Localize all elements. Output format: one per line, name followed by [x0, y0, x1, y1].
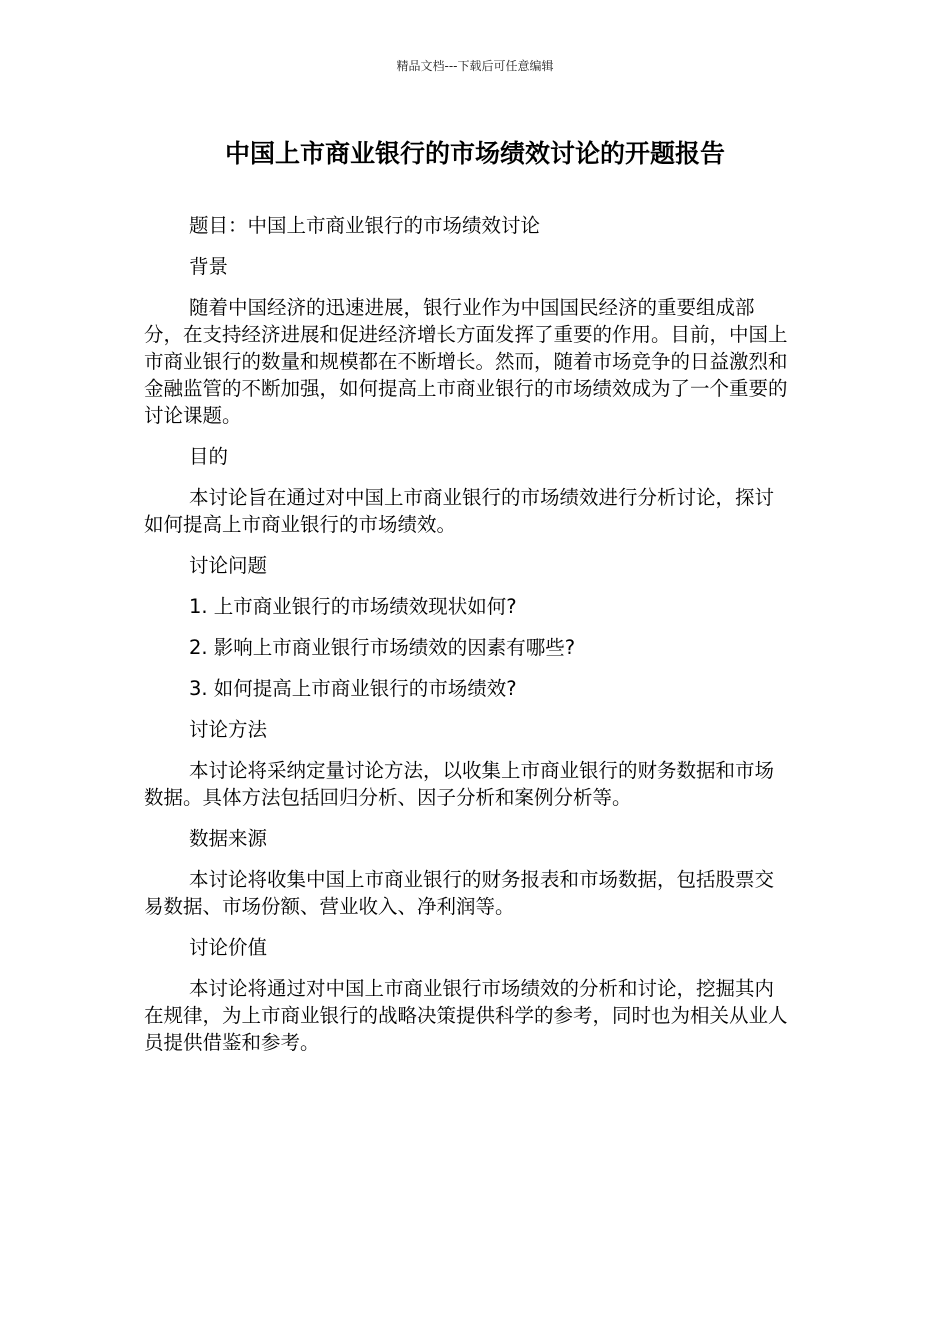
section-heading-data-sources: 数据来源 — [189, 827, 268, 850]
data-sources-paragraph: 本讨论将收集中国上市商业银行的财务报表和市场数据，包括股票交易数据、市场份额、营业收入、净利润等。 — [144, 868, 775, 918]
document-title: 中国上市商业银行的市场绩效讨论的开题报告 — [224, 139, 725, 168]
value-paragraph: 本讨论将通过对中国上市商业银行市场绩效的分析和讨论，挖掘其内在规律，为上市商业银行的战略决策提供科学的参考，同时也为相关从业人员提供借鉴和参考。 — [144, 977, 788, 1054]
section-heading-methods: 讨论方法 — [189, 718, 268, 741]
background-paragraph: 随着中国经济的迅速进展，银行业作为中国国民经济的重要组成部分，在支持经济进展和促进经济增长方面发挥了重要的作用。目前，中国上市商业银行的数量和规模都在不断增长。然而，随着市场竞争的日益激烈和金融监管的不断加强，如何提高上市商业银行的市场绩效成为了一个重要的讨论课题。 — [144, 296, 788, 427]
section-heading-purpose: 目的 — [189, 445, 229, 468]
question-item-3: 3. 如何提高上市商业银行的市场绩效? — [189, 677, 517, 700]
topic-line: 题目：中国上市商业银行的市场绩效讨论 — [189, 214, 541, 237]
document-body — [144, 212, 792, 1070]
question-item-2: 2. 影响上市商业银行市场绩效的因素有哪些? — [189, 636, 576, 659]
methods-paragraph: 本讨论将采纳定量讨论方法，以收集上市商业银行的财务数据和市场数据。具体方法包括回归分析、因子分析和案例分析等。 — [144, 759, 775, 809]
purpose-paragraph: 本讨论旨在通过对中国上市商业银行的市场绩效进行分析讨论，探讨如何提高上市商业银行的市场绩效。 — [144, 486, 775, 536]
section-heading-questions: 讨论问题 — [189, 554, 268, 577]
question-item-1: 1. 上市商业银行的市场绩效现状如何? — [189, 595, 517, 618]
running-header: 精品文档---下载后可任意编辑 — [396, 59, 554, 73]
section-heading-background: 背景 — [189, 255, 229, 278]
section-heading-value: 讨论价值 — [189, 936, 268, 959]
